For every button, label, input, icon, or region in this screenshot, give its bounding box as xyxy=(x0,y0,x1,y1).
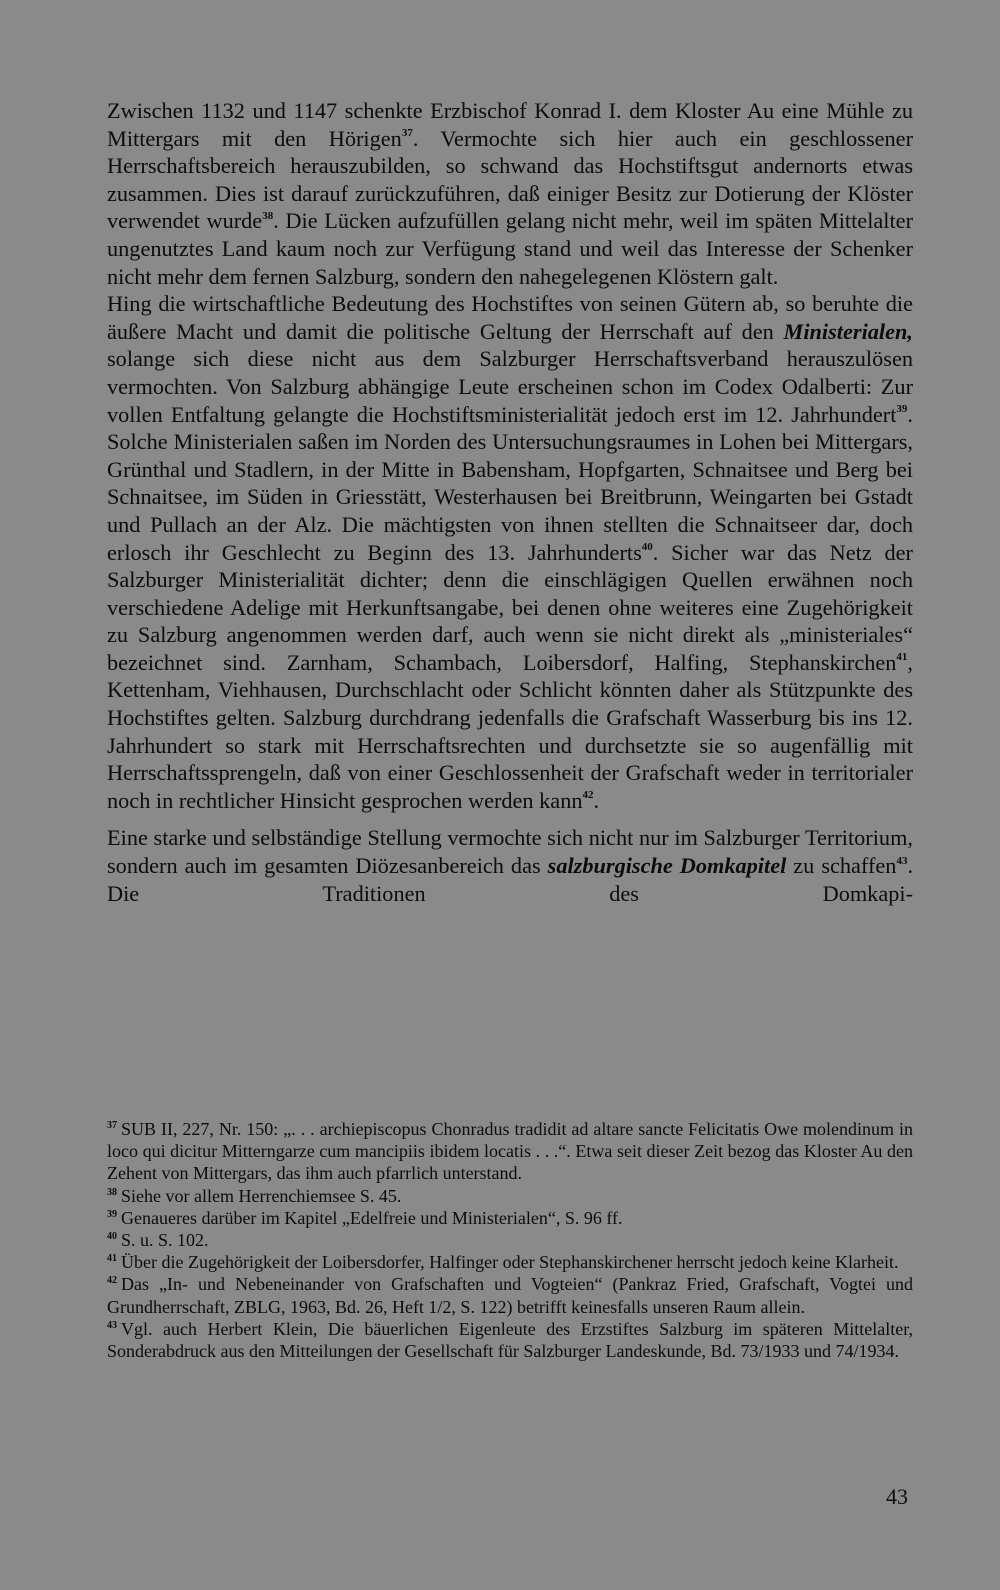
footnote-text: S. u. S. 102. xyxy=(121,1230,209,1251)
text-run: , Kettenham, Viehhausen, Durchschlacht oder Schlicht könnten daher als Stützpunkte des Hochstiftes gelten. Salzburg durchdrang jedenfalls die Grafschaft Wasserburg bis ins 12. Jahrhundert so stark mit Herrschaftsrechten und durchsetzte sie so augenfällig mit Herrschaftssprengeln, daß von einer Geschlossenheit der Grafschaft weder in territorialer noch in rechtlicher Hinsicht gesprochen werden kann xyxy=(107,649,913,813)
footnote xyxy=(107,1273,913,1317)
footnote xyxy=(107,1318,913,1362)
text-run: . Die Traditionen des Domkapi- xyxy=(107,853,914,906)
footnote-text: SUB II, 227, Nr. 150: „. . . archiepiscopus Chonradus tradidit ad altare sancte Felicitatis Owe molendinum in loco qui dicitur Mitterngarze cum mancipiis ibidem locatis . . .“. Etwa seit dieser Zeit bezog das Kloster Au den Zehent von Mittergars, das ihm auch pfarrlich unterstand. xyxy=(107,1119,913,1184)
footnote-reference: 37 xyxy=(401,127,413,140)
paragraph xyxy=(107,290,913,814)
text-run: solange sich diese nicht aus dem Salzburger Herrschaftsverband herauszulösen vermochten. Von Salzburg abhängige Leute erscheinen schon im Codex Odalberti: Zur vollen Entfaltung gelangte die Hochstiftsministerialität jedoch erst im 12. Jahrhundert xyxy=(107,346,913,427)
footnote-reference: 40 xyxy=(641,541,653,554)
footnote xyxy=(107,1229,913,1251)
paragraph xyxy=(107,824,913,907)
footnote-text: Genaueres darüber im Kapitel „Edelfreie und Ministerialen“, S. 96 ff. xyxy=(121,1207,623,1228)
text-run: Hing die wirtschaftliche Bedeutung des Hochstiftes von seinen Gütern ab, so beruhte die äußere Macht und damit die politische Geltung der Herrschaft auf den xyxy=(107,291,913,344)
text-run: . Die Lücken aufzufüllen gelang nicht mehr, weil im späten Mittelalter ungenutztes Land kaum noch zur Verfügung stand und weil das Interesse der Schenker nicht mehr dem fernen Salzburg, sondern den nahegelegenen Klöstern galt. xyxy=(107,208,913,289)
footnote xyxy=(107,1185,913,1207)
footnote-number: 38 xyxy=(107,1186,117,1198)
text-run: . Sicher war das Netz der Salzburger Ministerialität dichter; denn die einschlägigen Quellen erwähnen noch verschiedene Adelige mit Herkunftsangabe, bei denen ohne weiteres eine Zugehörigkeit zu Salzburg angenommen werden darf, auch wenn sie nicht direkt als „ministeriales“ bezeichnet sind. Zarnham, Schambach, Loibersdorf, Halfing, Stephanskirchen xyxy=(107,539,913,675)
footnote-reference: 42 xyxy=(582,789,594,802)
footnote xyxy=(107,1251,913,1273)
footnote-text: Siehe vor allem Herrenchiemsee S. 45. xyxy=(121,1185,402,1206)
text-run: . xyxy=(593,787,600,813)
footnote xyxy=(107,1207,913,1229)
footnote-text: Über die Zugehörigkeit der Loibersdorfer, Halfinger oder Stephanskirchener herrscht jedoch keine Klarheit. xyxy=(121,1252,899,1273)
footnote-text: Das „In- und Nebeneinander von Grafschaften und Vogteien“ (Pankraz Fried, Grafschaft, Vogtei und Grundherrschaft, ZBLG, 1963, Bd. 26, Heft 1/2, S. 122) betrifft keinesfalls unseren Raum allein. xyxy=(107,1274,913,1317)
emphasized-term: salzburgische Domkapitel xyxy=(547,853,787,879)
text-run: . Vermochte sich hier auch ein geschlossener Herrschaftsbereich herauszubilden, so schwand das Hochstiftsgut andernorts etwas zusammen. Dies ist darauf zurückzuführen, daß einiger Besitz zur Dotierung der Klöster verwendet wurde xyxy=(107,125,913,234)
footnote-number: 42 xyxy=(107,1275,117,1287)
body-text xyxy=(107,97,913,907)
footnote-text: Vgl. auch Herbert Klein, Die bäuerlichen Eigenleute des Erzstiftes Salzburg im späteren Mittelalter, Sonderabdruck aus den Mitteilungen der Gesellschaft für Salzburger Landeskunde, Bd. 73/1933 und 74/1934. xyxy=(107,1318,913,1362)
footnotes xyxy=(107,1118,913,1362)
footnote-reference: 43 xyxy=(896,854,908,867)
footnote-number: 43 xyxy=(107,1319,117,1331)
footnote-number: 37 xyxy=(107,1120,117,1131)
text-run: zu schaffen xyxy=(786,853,897,879)
text-run: Zwischen 1132 und 1147 schenkte Erzbischof Konrad I. dem Kloster Au eine Mühle zu Mittergars mit den Hörigen xyxy=(107,98,913,151)
footnote-reference: 38 xyxy=(262,209,274,222)
paragraph xyxy=(107,97,913,290)
footnote-reference: 41 xyxy=(896,651,908,664)
text-run: Eine starke und selbständige Stellung vermochte sich nicht nur im Salzburger Territorium, sondern auch im gesamten Diözesanbereich das xyxy=(107,825,913,879)
footnote xyxy=(107,1118,913,1185)
page-number: 43 xyxy=(886,1484,908,1509)
footnote-number: 40 xyxy=(107,1231,117,1243)
footnote-reference: 39 xyxy=(896,403,908,416)
text-run: . Solche Ministerialen saßen im Norden des Untersuchungsraumes in Lohen bei Mittergars, Grünthal und Stadlern, in der Mitte in Babensham, Hopfgarten, Schnaitsee und Berg bei Schnaitsee, im Süden in Griesstätt, Westerhausen bei Breitbrunn, Weingarten bei Gstadt und Pullach an der Alz. Die mächtigsten von ihnen stellten die Schnaitseer dar, doch erlosch ihr Geschlecht zu Beginn des 13. Jahrhunderts xyxy=(107,401,913,565)
emphasized-term: Ministerialen, xyxy=(783,318,913,344)
footnote-number: 39 xyxy=(107,1208,117,1220)
footnote-number: 41 xyxy=(107,1253,117,1265)
